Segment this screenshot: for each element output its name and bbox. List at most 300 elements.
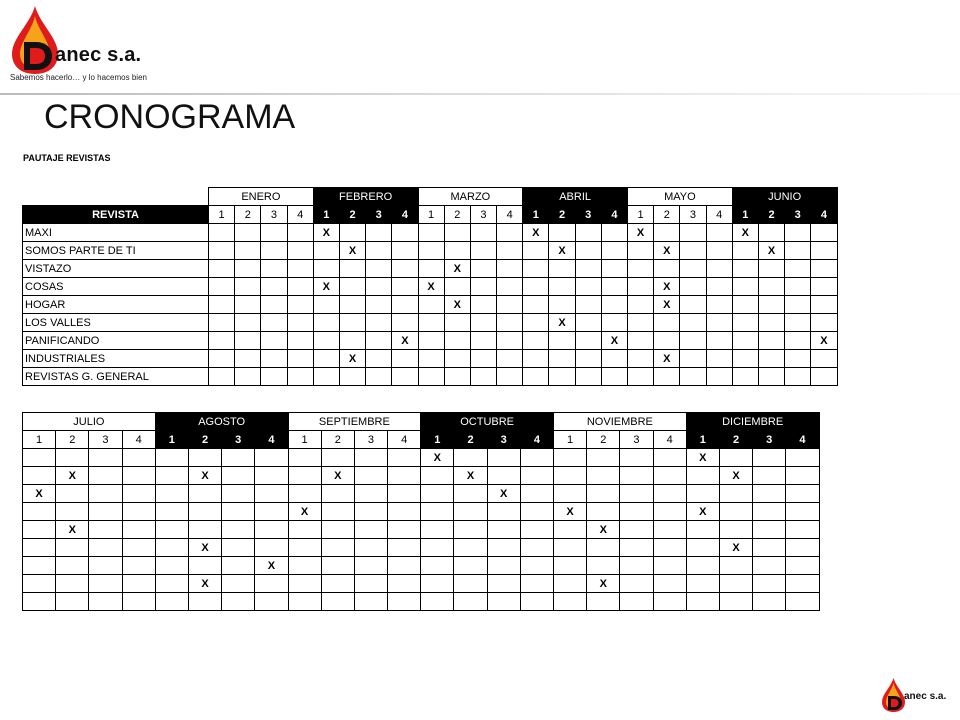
schedule-cell bbox=[287, 224, 313, 242]
schedule-cell bbox=[313, 314, 339, 332]
schedule-cell bbox=[444, 314, 470, 332]
schedule-cell bbox=[454, 521, 487, 539]
table-row bbox=[23, 485, 820, 503]
schedule-cell bbox=[188, 485, 221, 503]
schedule-cell bbox=[601, 314, 627, 332]
schedule-cell bbox=[321, 449, 354, 467]
schedule-cell bbox=[786, 539, 819, 557]
schedule-cell bbox=[628, 242, 654, 260]
schedule-cell bbox=[653, 593, 686, 611]
schedule-cell bbox=[392, 350, 418, 368]
schedule-cell bbox=[653, 485, 686, 503]
schedule-mark: X bbox=[549, 242, 575, 260]
schedule-cell bbox=[620, 449, 653, 467]
schedule-cell bbox=[255, 521, 288, 539]
schedule-mark: X bbox=[454, 467, 487, 485]
schedule-cell bbox=[719, 521, 752, 539]
schedule-cell bbox=[520, 557, 553, 575]
table-row bbox=[23, 278, 838, 296]
schedule-mark: X bbox=[392, 332, 418, 350]
schedule-cell bbox=[56, 503, 89, 521]
schedule-cell bbox=[523, 314, 549, 332]
table-row bbox=[23, 350, 838, 368]
schedule-cell bbox=[313, 332, 339, 350]
schedule-cell bbox=[418, 350, 444, 368]
magazine-name: VISTAZO bbox=[23, 260, 209, 278]
schedule-cell bbox=[620, 557, 653, 575]
schedule-cell bbox=[758, 332, 784, 350]
schedule-cell bbox=[421, 521, 454, 539]
schedule-cell bbox=[686, 467, 719, 485]
week-number: 1 bbox=[686, 431, 719, 449]
schedule-cell bbox=[653, 575, 686, 593]
schedule-cell bbox=[680, 296, 706, 314]
schedule-cell bbox=[520, 449, 553, 467]
schedule-cell bbox=[654, 332, 680, 350]
week-number: 3 bbox=[487, 431, 520, 449]
schedule-mark: X bbox=[255, 557, 288, 575]
schedule-cell bbox=[575, 332, 601, 350]
week-number: 3 bbox=[89, 431, 122, 449]
schedule-cell bbox=[487, 503, 520, 521]
schedule-cell bbox=[366, 296, 392, 314]
table-row bbox=[23, 314, 838, 332]
schedule-cell bbox=[732, 260, 758, 278]
schedule-cell bbox=[235, 260, 261, 278]
table-row bbox=[23, 296, 838, 314]
schedule-cell bbox=[339, 332, 365, 350]
table-row bbox=[23, 368, 838, 386]
week-number: 4 bbox=[520, 431, 553, 449]
schedule-cell bbox=[222, 539, 255, 557]
magazine-name: REVISTAS G. GENERAL bbox=[23, 368, 209, 386]
schedule-cell bbox=[520, 485, 553, 503]
schedule-cell bbox=[366, 332, 392, 350]
schedule-cell bbox=[288, 521, 321, 539]
schedule-cell bbox=[620, 503, 653, 521]
schedule-mark: X bbox=[628, 224, 654, 242]
schedule-mark: X bbox=[523, 224, 549, 242]
schedule-cell bbox=[587, 485, 620, 503]
week-number: 4 bbox=[255, 431, 288, 449]
schedule-cell bbox=[654, 260, 680, 278]
revista-column-header: REVISTA bbox=[23, 206, 209, 224]
schedule-cell bbox=[706, 332, 732, 350]
schedule-cell bbox=[686, 575, 719, 593]
schedule-cell bbox=[497, 224, 523, 242]
table-row bbox=[23, 242, 838, 260]
schedule-cell bbox=[753, 467, 786, 485]
schedule-cell bbox=[421, 467, 454, 485]
schedule-cell bbox=[620, 593, 653, 611]
schedule-cell bbox=[354, 449, 387, 467]
schedule-cell bbox=[388, 539, 421, 557]
week-number: 4 bbox=[122, 431, 155, 449]
schedule-cell bbox=[313, 296, 339, 314]
week-number: 1 bbox=[732, 206, 758, 224]
week-number: 1 bbox=[418, 206, 444, 224]
schedule-cell bbox=[122, 593, 155, 611]
schedule-cell bbox=[388, 521, 421, 539]
week-number: 3 bbox=[680, 206, 706, 224]
schedule-cell bbox=[549, 296, 575, 314]
schedule-cell bbox=[470, 278, 496, 296]
schedule-cell bbox=[188, 503, 221, 521]
schedule-mark: X bbox=[313, 224, 339, 242]
schedule-cell bbox=[321, 539, 354, 557]
week-number: 2 bbox=[587, 431, 620, 449]
schedule-cell bbox=[523, 242, 549, 260]
schedule-cell bbox=[209, 368, 235, 386]
schedule-cell bbox=[549, 332, 575, 350]
schedule-cell bbox=[23, 521, 56, 539]
schedule-cell bbox=[686, 593, 719, 611]
month-header-febrero: FEBRERO bbox=[313, 188, 418, 206]
schedule-cell bbox=[366, 260, 392, 278]
schedule-cell bbox=[523, 350, 549, 368]
schedule-cell bbox=[339, 260, 365, 278]
schedule-cell bbox=[122, 449, 155, 467]
schedule-cell bbox=[811, 278, 837, 296]
schedule-cell bbox=[785, 242, 811, 260]
schedule-cell bbox=[706, 368, 732, 386]
schedule-cell bbox=[497, 332, 523, 350]
magazine-name: COSAS bbox=[23, 278, 209, 296]
magazine-name: PANIFICANDO bbox=[23, 332, 209, 350]
schedule-cell bbox=[811, 224, 837, 242]
schedule-cell bbox=[785, 350, 811, 368]
schedule-cell bbox=[392, 242, 418, 260]
schedule-cell bbox=[653, 503, 686, 521]
schedule-cell bbox=[321, 557, 354, 575]
schedule-cell bbox=[587, 593, 620, 611]
schedule-cell bbox=[122, 485, 155, 503]
schedule-cell bbox=[418, 314, 444, 332]
schedule-cell bbox=[497, 350, 523, 368]
schedule-cell bbox=[454, 539, 487, 557]
schedule-cell bbox=[288, 593, 321, 611]
schedule-cell bbox=[155, 557, 188, 575]
magazine-name: SOMOS PARTE DE TI bbox=[23, 242, 209, 260]
schedule-cell bbox=[188, 593, 221, 611]
schedule-cell bbox=[392, 224, 418, 242]
schedule-cell bbox=[89, 485, 122, 503]
schedule-mark: X bbox=[56, 467, 89, 485]
schedule-cell bbox=[354, 557, 387, 575]
schedule-cell bbox=[601, 296, 627, 314]
table-row bbox=[23, 503, 820, 521]
schedule-cell bbox=[575, 296, 601, 314]
schedule-cell bbox=[255, 485, 288, 503]
schedule-cell bbox=[785, 260, 811, 278]
schedule-cell bbox=[388, 467, 421, 485]
week-header-row bbox=[23, 206, 838, 224]
schedule-cell bbox=[209, 260, 235, 278]
schedule-cell bbox=[753, 539, 786, 557]
table-row bbox=[23, 467, 820, 485]
schedule-cell bbox=[235, 224, 261, 242]
week-number: 4 bbox=[653, 431, 686, 449]
week-number: 2 bbox=[56, 431, 89, 449]
schedule-cell bbox=[653, 539, 686, 557]
week-number: 1 bbox=[628, 206, 654, 224]
schedule-cell bbox=[89, 521, 122, 539]
schedule-cell bbox=[620, 575, 653, 593]
schedule-cell bbox=[122, 575, 155, 593]
schedule-cell bbox=[388, 503, 421, 521]
schedule-cell bbox=[261, 350, 287, 368]
schedule-mark: X bbox=[188, 539, 221, 557]
schedule-cell bbox=[628, 350, 654, 368]
magazine-name: HOGAR bbox=[23, 296, 209, 314]
schedule-cell bbox=[786, 485, 819, 503]
schedule-cell bbox=[811, 368, 837, 386]
schedule-cell bbox=[23, 467, 56, 485]
schedule-cell bbox=[680, 224, 706, 242]
schedule-cell bbox=[758, 368, 784, 386]
schedule-cell bbox=[628, 332, 654, 350]
week-number: 2 bbox=[339, 206, 365, 224]
week-number: 2 bbox=[444, 206, 470, 224]
schedule-cell bbox=[785, 332, 811, 350]
schedule-cell bbox=[235, 314, 261, 332]
schedule-cell bbox=[388, 485, 421, 503]
month-header-row bbox=[23, 188, 838, 206]
schedule-cell bbox=[520, 593, 553, 611]
week-number: 4 bbox=[601, 206, 627, 224]
schedule-cell bbox=[222, 467, 255, 485]
week-number: 4 bbox=[287, 206, 313, 224]
schedule-cell bbox=[753, 449, 786, 467]
table-row bbox=[23, 260, 838, 278]
schedule-cell bbox=[811, 260, 837, 278]
schedule-cell bbox=[321, 575, 354, 593]
week-number: 4 bbox=[392, 206, 418, 224]
schedule-cell bbox=[321, 485, 354, 503]
schedule-cell bbox=[56, 485, 89, 503]
week-header-row bbox=[23, 431, 820, 449]
schedule-cell bbox=[122, 557, 155, 575]
schedule-cell bbox=[444, 242, 470, 260]
schedule-cell bbox=[732, 278, 758, 296]
schedule-cell bbox=[418, 332, 444, 350]
schedule-cell bbox=[89, 539, 122, 557]
schedule-cell bbox=[392, 314, 418, 332]
month-header-junio: JUNIO bbox=[732, 188, 837, 206]
schedule-cell bbox=[719, 593, 752, 611]
schedule-cell bbox=[222, 557, 255, 575]
schedule-mark: X bbox=[56, 521, 89, 539]
week-number: 3 bbox=[575, 206, 601, 224]
schedule-cell bbox=[706, 314, 732, 332]
week-number: 2 bbox=[719, 431, 752, 449]
schedule-cell bbox=[287, 278, 313, 296]
schedule-cell bbox=[354, 539, 387, 557]
schedule-mark: X bbox=[444, 260, 470, 278]
schedule-cell bbox=[354, 485, 387, 503]
schedule-cell bbox=[680, 242, 706, 260]
schedule-mark: X bbox=[719, 539, 752, 557]
table-row bbox=[23, 575, 820, 593]
schedule-cell bbox=[354, 467, 387, 485]
schedule-cell bbox=[654, 314, 680, 332]
schedule-cell bbox=[549, 260, 575, 278]
schedule-cell bbox=[222, 521, 255, 539]
schedule-cell bbox=[261, 314, 287, 332]
schedule-cell bbox=[497, 368, 523, 386]
schedule-cell bbox=[287, 296, 313, 314]
schedule-cell bbox=[313, 260, 339, 278]
schedule-cell bbox=[339, 368, 365, 386]
schedule-cell bbox=[388, 449, 421, 467]
schedule-cell bbox=[418, 224, 444, 242]
schedule-cell bbox=[554, 575, 587, 593]
schedule-cell bbox=[653, 521, 686, 539]
schedule-cell bbox=[785, 368, 811, 386]
schedule-cell bbox=[628, 368, 654, 386]
danec-logo-footer bbox=[880, 674, 955, 716]
schedule-cell bbox=[418, 368, 444, 386]
page-subtitle: PAUTAJE REVISTAS bbox=[23, 153, 111, 163]
week-number: 1 bbox=[313, 206, 339, 224]
schedule-cell bbox=[388, 593, 421, 611]
schedule-cell bbox=[222, 485, 255, 503]
schedule-cell bbox=[549, 278, 575, 296]
schedule-cell bbox=[686, 557, 719, 575]
schedule-cell bbox=[255, 503, 288, 521]
schedule-mark: X bbox=[444, 296, 470, 314]
schedule-cell bbox=[122, 503, 155, 521]
schedule-cell bbox=[339, 314, 365, 332]
schedule-cell bbox=[786, 503, 819, 521]
schedule-mark: X bbox=[686, 503, 719, 521]
table-row bbox=[23, 593, 820, 611]
schedule-cell bbox=[209, 278, 235, 296]
schedule-cell bbox=[575, 260, 601, 278]
schedule-cell bbox=[758, 314, 784, 332]
schedule-cell bbox=[620, 539, 653, 557]
schedule-cell bbox=[392, 296, 418, 314]
schedule-cell bbox=[601, 278, 627, 296]
schedule-cell bbox=[261, 224, 287, 242]
schedule-cell bbox=[222, 593, 255, 611]
schedule-mark: X bbox=[654, 350, 680, 368]
schedule-cell bbox=[554, 467, 587, 485]
schedule-cell bbox=[653, 467, 686, 485]
schedule-cell bbox=[628, 296, 654, 314]
schedule-cell bbox=[388, 575, 421, 593]
schedule-cell bbox=[575, 350, 601, 368]
schedule-mark: X bbox=[654, 296, 680, 314]
week-number: 1 bbox=[421, 431, 454, 449]
schedule-cell bbox=[222, 503, 255, 521]
schedule-mark: X bbox=[188, 575, 221, 593]
schedule-cell bbox=[261, 332, 287, 350]
schedule-cell bbox=[601, 350, 627, 368]
schedule-cell bbox=[261, 368, 287, 386]
schedule-cell bbox=[56, 575, 89, 593]
schedule-cell bbox=[122, 521, 155, 539]
month-header-marzo: MARZO bbox=[418, 188, 523, 206]
schedule-cell bbox=[758, 224, 784, 242]
schedule-mark: X bbox=[288, 503, 321, 521]
schedule-cell bbox=[601, 368, 627, 386]
schedule-cell bbox=[785, 296, 811, 314]
schedule-cell bbox=[620, 467, 653, 485]
schedule-cell bbox=[680, 350, 706, 368]
schedule-cell bbox=[520, 539, 553, 557]
schedule-cell bbox=[628, 260, 654, 278]
schedule-cell bbox=[287, 368, 313, 386]
schedule-cell bbox=[587, 503, 620, 521]
schedule-cell bbox=[354, 593, 387, 611]
schedule-cell bbox=[366, 224, 392, 242]
schedule-cell bbox=[366, 368, 392, 386]
schedule-cell bbox=[719, 557, 752, 575]
schedule-mark: X bbox=[339, 350, 365, 368]
schedule-cell bbox=[811, 350, 837, 368]
schedule-cell bbox=[444, 350, 470, 368]
schedule-cell bbox=[155, 575, 188, 593]
week-number: 2 bbox=[321, 431, 354, 449]
schedule-cell bbox=[470, 296, 496, 314]
month-header-diciembre: DICIEMBRE bbox=[686, 413, 819, 431]
week-number: 4 bbox=[388, 431, 421, 449]
schedule-cell bbox=[523, 278, 549, 296]
schedule-cell bbox=[89, 575, 122, 593]
schedule-cell bbox=[23, 539, 56, 557]
schedule-cell bbox=[261, 242, 287, 260]
schedule-cell bbox=[487, 467, 520, 485]
page-title: CRONOGRAMA bbox=[44, 98, 296, 136]
schedule-cell bbox=[288, 449, 321, 467]
schedule-cell bbox=[575, 314, 601, 332]
schedule-mark: X bbox=[421, 449, 454, 467]
week-number: 2 bbox=[188, 431, 221, 449]
week-number: 3 bbox=[366, 206, 392, 224]
schedule-cell bbox=[785, 224, 811, 242]
schedule-cell bbox=[487, 521, 520, 539]
schedule-cell bbox=[421, 485, 454, 503]
schedule-cell bbox=[554, 539, 587, 557]
schedule-cell bbox=[222, 449, 255, 467]
schedule-cell bbox=[487, 557, 520, 575]
schedule-cell bbox=[758, 350, 784, 368]
schedule-cell bbox=[155, 593, 188, 611]
schedule-cell bbox=[89, 503, 122, 521]
week-number: 1 bbox=[554, 431, 587, 449]
schedule-cell bbox=[601, 224, 627, 242]
month-header-enero: ENERO bbox=[209, 188, 314, 206]
schedule-cell bbox=[188, 557, 221, 575]
schedule-cell bbox=[786, 467, 819, 485]
schedule-cell bbox=[753, 557, 786, 575]
schedule-cell bbox=[523, 332, 549, 350]
schedule-cell bbox=[444, 332, 470, 350]
week-number: 3 bbox=[222, 431, 255, 449]
schedule-cell bbox=[628, 278, 654, 296]
schedule-cell bbox=[470, 224, 496, 242]
schedule-cell bbox=[753, 575, 786, 593]
schedule-cell bbox=[706, 260, 732, 278]
schedule-cell bbox=[366, 314, 392, 332]
week-number: 2 bbox=[758, 206, 784, 224]
schedule-cell bbox=[392, 278, 418, 296]
schedule-cell bbox=[56, 539, 89, 557]
schedule-cell bbox=[209, 242, 235, 260]
schedule-cell bbox=[392, 260, 418, 278]
schedule-mark: X bbox=[758, 242, 784, 260]
